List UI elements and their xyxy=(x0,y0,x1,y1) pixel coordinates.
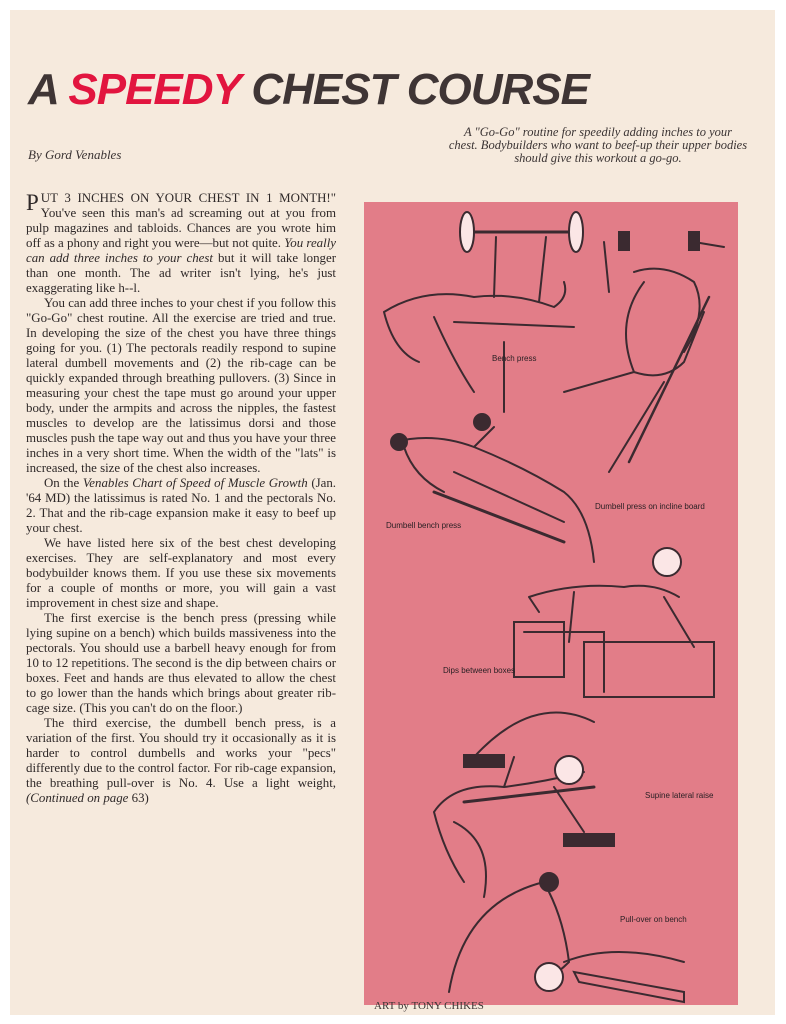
title-words-chest-course: CHEST COURSE xyxy=(251,65,589,114)
drop-cap: P xyxy=(26,190,39,215)
exercise-drawings xyxy=(364,202,738,1005)
paragraph-4: We have listed here six of the best chest developing exercises. They are self-explanatory and most every bodybuilder knows them. If you use these six movements for a couple of months or more, you will gain a vast improvement in chest size and shape. xyxy=(26,536,336,610)
exercise-illustration xyxy=(364,202,738,1005)
dips-figure xyxy=(514,548,714,697)
chart-reference: Venables Chart of Speed of Muscle Growth xyxy=(82,476,308,490)
art-credit: ART by TONY CHIKES xyxy=(374,1000,484,1012)
incline-press-figure xyxy=(564,232,724,472)
page-title xyxy=(28,65,768,114)
paragraph-1: PUT 3 INCHES ON YOUR CHEST IN 1 MONTH!" You've seen this man's ad screaming out at you from pulp magazines and tabloids. Chances are you wrote him off as a phony and right you were—but not quite. You really can add three inches to your chest but it will take longer than one month. The ad writer isn't lying, he's just exaggerating like h--l. xyxy=(26,190,336,295)
title-word-a: A xyxy=(28,65,58,114)
paragraph-2: You can add three inches to your chest if you follow this "Go-Go" chest routine. All the exercise are tried and true. In developing the size of the chest you have three things going for you. (1) The pectorals readily respond to supine lateral dumbell movements and (2) the rib-cage can be quickly expanded through breathing pullovers. (3) Since in measuring your chest the tape must go around your upper body, under the armpits and across the nipples, the fastest muscles to develop are the latissimus dorsi and those muscles push the tape way out and thus you have your three inches in a very short time. When the width of the "lats" is increased, the size of the chest also increases. xyxy=(26,296,336,475)
paragraph-3: On the Venables Chart of Speed of Muscle Growth (Jan. '64 MD) the latissimus is rated No. 1 and the pectorals No. 2. That and the rib-cage expansion make it easy to beef up your chest. xyxy=(26,476,337,535)
article-body xyxy=(26,191,336,806)
caption-pullover: Pull-over on bench xyxy=(620,915,687,924)
caption-supine-lateral: Supine lateral raise xyxy=(645,791,714,800)
caption-bench-press: Bench press xyxy=(492,354,537,363)
bench-press-figure xyxy=(384,212,583,392)
subheading: A "Go-Go" routine for speedily adding inches to your chest. Bodybuilders who want to beef-up their upper bodies should give this workout a go-go. xyxy=(448,125,748,165)
continued-note: (Continued on page xyxy=(26,791,129,805)
emphasis-text: You really can add three inches to your chest xyxy=(26,236,336,265)
byline: By Gord Venables xyxy=(28,147,122,162)
title-word-speedy: SPEEDY xyxy=(68,65,241,114)
magazine-page xyxy=(10,10,775,1015)
paragraph-6: The third exercise, the dumbell bench press, is a variation of the first. You should try it occasionally as it is harder to control dumbells and works your "pecs" differently due to the control factor. For rib-cage expansion, the breathing pull-over is No. 4. Use a light weight, (Continued on page 63) xyxy=(26,716,336,805)
paragraph-5: The first exercise is the bench press (pressing while lying supine on a bench) which builds massiveness into the pectorals. You should use a barbell heavy enough for from 10 to 12 repetitions. The second is the dip between chairs or boxes. Feet and hands are thus elevated to allow the chest to go lower than the hands which brings about greater rib-cage size. (This you can't do on the floor.) xyxy=(26,611,336,715)
caption-dips: Dips between boxes xyxy=(443,666,516,675)
supine-lateral-figure xyxy=(434,713,614,897)
caption-dumbell-incline: Dumbell press on incline board xyxy=(595,502,705,511)
caption-dumbell-bench: Dumbell bench press xyxy=(386,521,462,530)
